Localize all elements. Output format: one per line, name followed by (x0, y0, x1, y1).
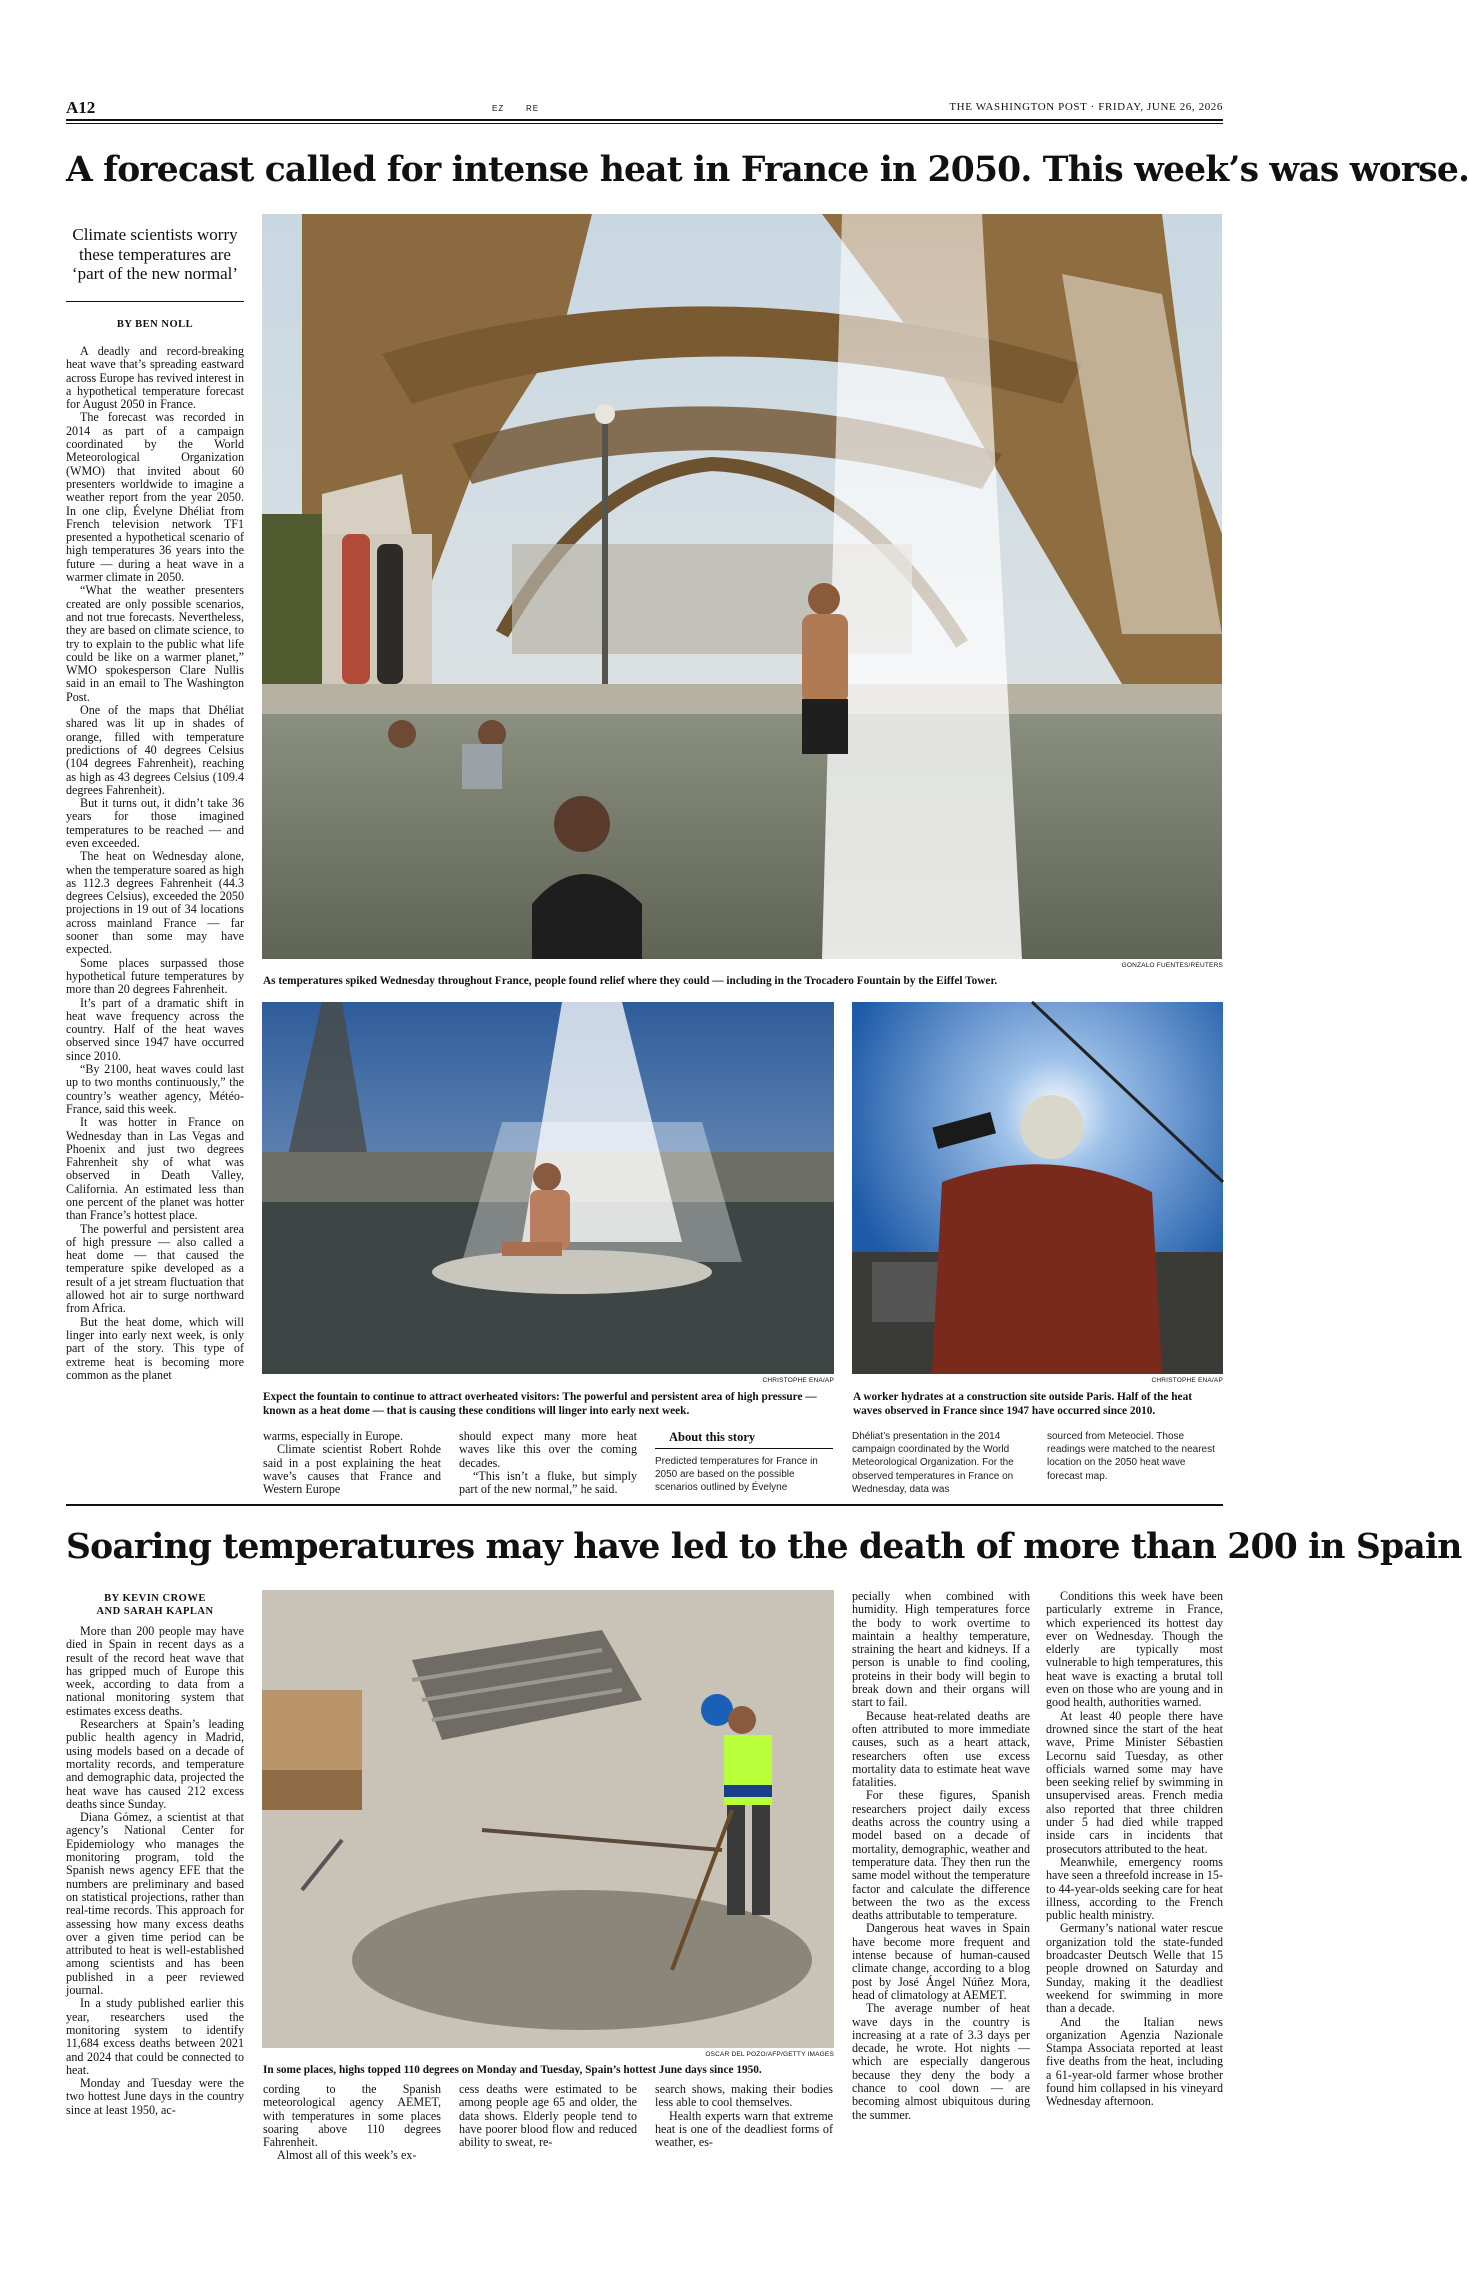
story2-paragraph: Monday and Tuesday were the two hottest June days in the country since at least 1950, ac- (66, 2076, 244, 2117)
about-story-title: About this story (669, 1430, 756, 1444)
edition-code: RE (526, 104, 540, 113)
deck-rule (66, 301, 244, 302)
story2-column-1 (66, 1625, 244, 2130)
story2-paragraph: Conditions this week have been particularly extreme in France, which experienced its hottest day ever on Wednesday. Though the elderly are typically most vulnerable to high temperatures, this heat wave is exacting a brutal toll even on those who are young and in good health, authorities warned. (1046, 1589, 1223, 1710)
about-rule (655, 1448, 833, 1449)
story1-column-2 (263, 1430, 441, 1496)
photo-credit: CHRISTOPHE ENA/AP (762, 1377, 834, 1384)
story1-column-3 (459, 1430, 637, 1496)
story2-paragraph: More than 200 people may have died in Spain in recent days as a result of the record heat wave that has gripped much of Europe this week, according to data from a national monitoring system that estimates excess deaths. (66, 1624, 244, 1718)
story2-column-5 (852, 1590, 1030, 2140)
story1-paragraph: “What the weather presenters created are only possible scenarios, and not true forecasts. Nevertheless, they are based on climate science, to try to explain to the public what life could be like on a warmer planet,” WMO spokesperson Clare Nullis said in an email to The Washington Post. (66, 583, 244, 704)
story2-paragraph: Germany’s national water rescue organization told the state-funded broadcaster Deutsch Welle that 15 people drowned on Saturday and Sunday, making it the deadliest weekend for swimming in more than a decade. (1046, 1921, 1223, 2016)
story1-deck: Climate scientists worry these temperatures are ‘part of the new normal’ (71, 225, 239, 283)
story1-paragraph: The forecast was recorded in 2014 as part of a campaign coordinated by the World Meteorological Organization (WMO) that invited about 60 presenters worldwide to imagine a weather report from the year 2050. In one clip, Évelyne Dhéliat from French television network TF1 presented a hypothetical scenario of high temperatures 36 years into the future — during a heat wave in a warmer climate in 2050. (66, 410, 244, 585)
story2-continuation: cording to the Spanish meteorological agency AEMET, with temperatures in some places soaring above 110 degrees Fahrenheit. (263, 2082, 441, 2150)
story2-paragraph: Researchers at Spain’s leading public health agency in Madrid, using models based on a decade of mortality records, and temperature and demographic data, projected the heat wave has caused 212 excess deaths since Sunday. (66, 1717, 244, 1811)
story1-paragraph: It’s part of a dramatic shift in heat wave frequency across the country. Half of the heat waves observed since 1947 have occurred since 2010. (66, 995, 244, 1063)
edition-code: EZ (492, 104, 505, 113)
story1-paragraph: Climate scientist Robert Rohde said in a post explaining the heat wave’s causes that France and Western Europe (263, 1442, 441, 1497)
story2-continuation: cess deaths were estimated to be among people age 65 and older, the data shows. Elderly people tend to have poorer blood flow and reduced ability to sweat, re- (459, 2082, 637, 2150)
story2-paragraph: Health experts warn that extreme heat is one of the deadliest forms of weather, es- (655, 2108, 833, 2150)
story1-paragraph: The heat on Wednesday alone, when the temperature soared as high as 112.3 degrees Fahrenheit (44.3 degrees Celsius), exceeded the 2050 projections in 19 out of 34 locations across mainland France — far sooner than some may have expected. (66, 849, 244, 957)
photo-credit: GONZALO FUENTES/REUTERS (1121, 962, 1223, 969)
photo-credit: OSCAR DEL POZO/AFP/GETTY IMAGES (705, 2051, 834, 2058)
story2-column-2 (263, 2083, 441, 2163)
dateline: THE WASHINGTON POST · FRIDAY, JUNE 26, 2026 (949, 101, 1223, 113)
photo-caption: As temperatures spiked Wednesday throughout France, people found relief where they could — including in the Trocadero Fountain by the Eiffel Tower. (263, 975, 998, 987)
story1-paragraph: “This isn’t a fluke, but simply part of the new normal,” he said. (459, 1468, 637, 1497)
story2-paragraph: And the Italian news organization Agenzia Nazionale Stampa Associata reported at least five deaths from the heat, including a 61-year-old farmer whose brother found him collapsed in his vineyard Wednesday afternoon. (1046, 2014, 1223, 2109)
photo-caption: A worker hydrates at a construction site outside Paris. Half of the heat waves observed in France since 1947 have occurred since 2010. (853, 1391, 1192, 1417)
story1-paragraph: The powerful and persistent area of high pressure — also called a heat dome — that caused the temperature spike developed as a result of a jet stream fluctuation that allowed hot air to surge northward from Africa. (66, 1221, 244, 1316)
story2-paragraph: Almost all of this week’s ex- (277, 2148, 417, 2163)
man-under-fountain-photo (262, 1002, 834, 1374)
worker-drinking-photo (852, 1002, 1223, 1374)
story1-paragraph: But it turns out, it didn’t take 36 years for those imagined temperatures to be reached — and even exceeded. (66, 796, 244, 850)
story1-paragraph: Some places surpassed those hypothetical future temperatures by more than 20 degrees Fahrenheit. (66, 955, 244, 997)
story1-byline: BY BEN NOLL (116, 319, 194, 330)
story2-paragraph: Because heat-related deaths are often attributed to more immediate causes, such as a heart attack, researchers often use excess mortality data to estimate heat wave fatalities. (852, 1708, 1030, 1790)
spain-worker-photo (262, 1590, 834, 2048)
story1-paragraph: “By 2100, heat waves could last up to two months continuously,” the country’s weather agency, Météo-France, said this week. (66, 1062, 244, 1116)
story2-column-6 (1046, 1590, 1223, 2140)
story2-byline (66, 1592, 244, 1618)
story2-paragraph: The average number of heat wave days in the country is increasing at a rate of 3.3 days per decade, he wrote. Hot nights — which are especially dangerous because they deny the body a chance to cool down — are becoming almost ubiquitous during the summer. (852, 2001, 1030, 2122)
story2-paragraph: At least 40 people there have drowned since the start of the heat wave, Prime Minister Sébastien Lecornu said Tuesday, as other officials warned some may have been seeking relief by swimming in unsupervised areas. French media also reported that three children under 5 had died while trapped inside cars in incidents that prosecutors attributed to the heat. (1046, 1708, 1223, 1856)
story1-paragraph: A deadly and record-breaking heat wave that’s spreading eastward across Europe has revived interest in a hypothetical temperature forecast for August 2050 in France. (66, 344, 244, 412)
byline-line: AND SARAH KAPLAN (96, 1606, 214, 1617)
story2-column-3 (459, 2083, 637, 2149)
story1-continuation: should expect many more heat waves like this over the coming decades. (459, 1429, 637, 1470)
eiffel-fountain-photo (262, 214, 1222, 959)
story2-headline: Soaring temperatures may have led to the death of more than 200 in Spain (66, 1527, 1462, 1567)
photo-credit: CHRISTOPHE ENA/AP (1151, 1377, 1223, 1384)
masthead-rule (66, 119, 1223, 121)
about-story-text: Dhéliat’s presentation in the 2014 campaign coordinated by the World Meteorological Organization. For the observed temperatures in France on Wednesday, data was (852, 1431, 1014, 1495)
story-divider (66, 1504, 1223, 1506)
story1-headline: A forecast called for intense heat in France in 2050. This week’s was worse. (66, 150, 1469, 190)
photo-caption: Expect the fountain to continue to attract overheated visitors: The powerful and persistent area of high pressure — known as a heat dome — that is causing these conditions will linger into early next week. (263, 1391, 817, 1417)
masthead-rule (66, 123, 1223, 124)
story1-paragraph: One of the maps that Dhéliat shared was lit up in shades of orange, filled with temperature predictions of 40 degrees Celsius (104 degrees Fahrenheit), reaching as high as 43 degrees Celsius (109.4 degrees Fahrenheit). (66, 703, 244, 797)
story2-column-4 (655, 2083, 833, 2149)
story1-continuation: warms, especially in Europe. (263, 1429, 404, 1443)
story1-paragraph: But the heat dome, which will linger into early next week, is only part of the story. This type of extreme heat is becoming more common as the planet (66, 1314, 244, 1382)
story2-paragraph: For these figures, Spanish researchers project daily excess deaths across the country using a model based on a decade of mortality, demographic, weather and temperature data. They then run the same model without the temperature factor and calculate the difference between the two as the excess deaths attributable to temperature. (852, 1788, 1030, 1923)
story2-paragraph: In a study published earlier this year, researchers used the monitoring system to identify 11,684 excess deaths between 2021 and 2024 that could be connected to heat. (66, 1996, 244, 2077)
about-story-text: sourced from Meteociel. Those readings were matched to the nearest location on the 2050 heat wave forecast map. (1047, 1431, 1215, 1482)
story2-paragraph: Meanwhile, emergency rooms have seen a threefold increase in 15- to 44-year-olds seeking care for heat illness, according to the French public health ministry. (1046, 1854, 1223, 1923)
story2-continuation: search shows, making their bodies less able to cool themselves. (655, 2082, 833, 2110)
story2-paragraph: Diana Gómez, a scientist at that agency’s National Center for Epidemiology who manages the monitoring program, told the Spanish news agency EFE that the numbers are preliminary and based on statistical projections, rather than real-time records. This approach for assessing how many excess deaths over a given time period can be attributed to heat is well-established among scientists and has been published in a peer reviewed journal. (66, 1810, 244, 1998)
page-number: A12 (66, 98, 96, 117)
byline-line: BY KEVIN CROWE (104, 1593, 206, 1604)
photo-caption: In some places, highs topped 110 degrees on Monday and Tuesday, Spain’s hottest June days since 1950. (263, 2064, 762, 2076)
story1-paragraph: It was hotter in France on Wednesday than in Las Vegas and Phoenix and just two degrees Fahrenheit shy of what was observed in Death Valley, California. An estimated less than one percent of the planet was hotter than France’s hottest place. (66, 1115, 244, 1223)
story2-paragraph: Dangerous heat waves in Spain have become more frequent and intense because of human-caused climate change, according to a blog post by José Ángel Núñez Mora, head of climatology at AEMET. (852, 1921, 1030, 2002)
about-story-text: Predicted temperatures for France in 2050 are based on the possible scenarios outlined by Évelyne (655, 1456, 818, 1494)
story2-continuation: pecially when combined with humidity. High temperatures force the body to work overtime to maintain a healthy temperature, straining the heart and kidneys. If a person is unable to find cooling, proteins in their body will begin to break down and their organs will start to fail. (852, 1589, 1030, 1710)
story1-column-1 (66, 345, 244, 1460)
